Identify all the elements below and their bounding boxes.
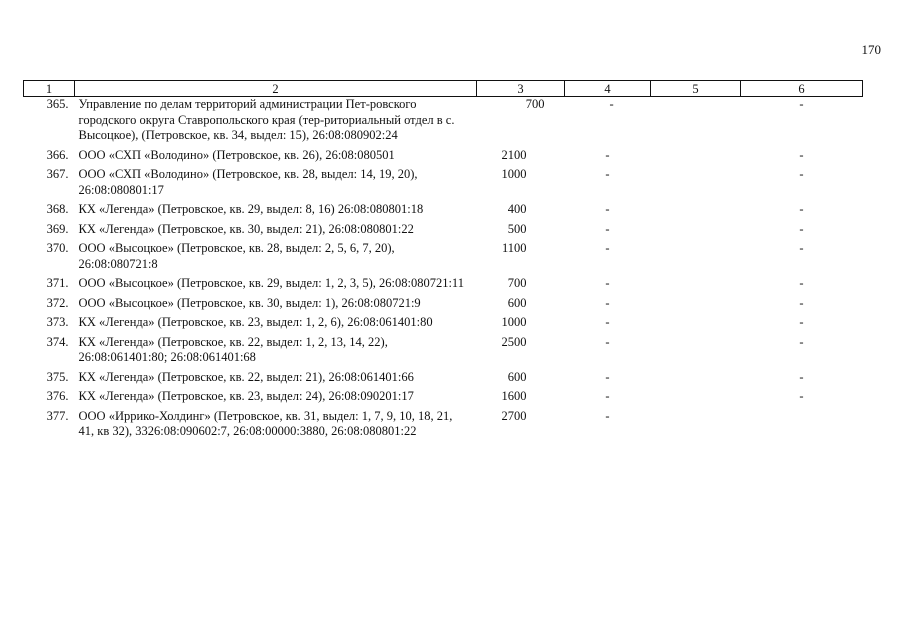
row-area: 500 xyxy=(507,221,527,236)
row-area: 600 xyxy=(507,369,527,384)
row-col6: - xyxy=(799,241,804,255)
table-row xyxy=(24,167,863,202)
row-col5 xyxy=(651,202,741,222)
row-area: 2100 xyxy=(501,147,527,162)
row-col6: - xyxy=(799,315,804,329)
row-col5 xyxy=(651,315,741,335)
table-row xyxy=(24,97,863,148)
column-header-5: 5 xyxy=(651,81,741,97)
row-number: 370. xyxy=(46,241,69,255)
row-col4: - xyxy=(605,408,610,423)
row-description: ООО «Высоцкое» (Петровское, кв. 29, выдел: 1, 2, 3, 5), 26:08:080721:11 xyxy=(78,276,464,290)
row-col5 xyxy=(651,389,741,409)
row-col5 xyxy=(651,370,741,390)
register-table xyxy=(23,80,863,444)
row-col5 xyxy=(651,409,741,444)
column-header-2: 2 xyxy=(75,81,477,97)
row-col4: - xyxy=(605,202,610,216)
row-number: 369. xyxy=(46,221,69,236)
row-area: 600 xyxy=(507,295,527,310)
row-number: 371. xyxy=(46,276,69,290)
row-col4: - xyxy=(605,295,610,310)
table-row xyxy=(24,296,863,316)
row-col4: - xyxy=(605,389,610,403)
row-col6: - xyxy=(799,276,804,290)
row-col4: - xyxy=(605,315,610,329)
row-description: КХ «Легенда» (Петровское, кв. 30, выдел: 21), 26:08:080801:22 xyxy=(78,221,414,236)
row-number: 366. xyxy=(46,147,69,162)
table-body xyxy=(24,97,863,444)
row-number: 377. xyxy=(46,408,69,423)
row-description: ООО «Иррико-Холдинг» (Петровское, кв. 31, выдел: 1, 7, 9, 10, 18, 21, 41, кв 32), 3326:08:090602:7, 26:08:00000:3880, 26:08:080801:22 xyxy=(78,408,453,438)
row-area: 1000 xyxy=(501,315,527,329)
page-number: 170 xyxy=(861,42,881,57)
table-row xyxy=(24,202,863,222)
row-number: 372. xyxy=(46,295,69,310)
row-number: 368. xyxy=(46,202,69,216)
row-col6: - xyxy=(799,389,804,403)
row-description: КХ «Легенда» (Петровское, кв. 22, выдел: 21), 26:08:061401:66 xyxy=(78,369,414,384)
row-col4: - xyxy=(605,369,610,384)
row-col4: - xyxy=(605,241,610,255)
row-area: 400 xyxy=(507,202,527,216)
row-col6: - xyxy=(799,334,804,349)
table-row xyxy=(24,335,863,370)
row-col4: - xyxy=(605,276,610,290)
row-description: ООО «СХП «Володино» (Петровское, кв. 28, выдел: 14, 19, 20), 26:08:080801:17 xyxy=(78,167,418,197)
row-col5 xyxy=(651,222,741,242)
row-area: 700 xyxy=(507,276,527,290)
row-number: 367. xyxy=(46,167,69,181)
row-col5 xyxy=(651,167,741,202)
row-description: КХ «Легенда» (Петровское, кв. 22, выдел: 1, 2, 13, 14, 22), 26:08:061401:80; 26:08:061401:68 xyxy=(78,334,388,364)
row-col5 xyxy=(651,335,741,370)
row-number: 374. xyxy=(46,334,69,349)
row-col5 xyxy=(651,241,741,276)
row-area: 700 xyxy=(525,97,545,111)
row-col6: - xyxy=(799,295,804,310)
header-row xyxy=(24,81,863,97)
row-description: ООО «Высоцкое» (Петровское, кв. 30, выдел: 1), 26:08:080721:9 xyxy=(78,295,421,310)
row-description: Управление по делам территорий администрации Пет-ровского городского округа Ставропольского края (тер-риториальный отдел в с. Высоцкое), (Петровское, кв. 34, выдел: 15), 26:08:080902:24 xyxy=(78,97,455,142)
row-description: ООО «СХП «Володино» (Петровское, кв. 26), 26:08:080501 xyxy=(78,147,395,162)
row-description: КХ «Легенда» (Петровское, кв. 23, выдел: 1, 2, 6), 26:08:061401:80 xyxy=(78,315,433,329)
row-col5 xyxy=(651,148,741,168)
row-description: КХ «Легенда» (Петровское, кв. 23, выдел: 24), 26:08:090201:17 xyxy=(78,389,414,403)
table-row xyxy=(24,370,863,390)
row-col4: - xyxy=(609,97,614,111)
row-col6: - xyxy=(799,202,804,216)
row-col6: - xyxy=(799,147,804,162)
row-col6 xyxy=(741,409,863,444)
row-col6: - xyxy=(799,369,804,384)
row-number: 373. xyxy=(46,315,69,329)
row-col5 xyxy=(651,97,741,148)
row-col4: - xyxy=(605,167,610,181)
row-col6: - xyxy=(799,97,804,111)
table-row xyxy=(24,315,863,335)
table-row xyxy=(24,148,863,168)
row-area: 1100 xyxy=(501,241,527,255)
row-number: 376. xyxy=(46,389,69,403)
column-header-4: 4 xyxy=(565,81,651,97)
row-col6: - xyxy=(799,167,804,181)
row-description: КХ «Легенда» (Петровское, кв. 29, выдел: 8, 16) 26:08:080801:18 xyxy=(78,202,424,216)
table-row xyxy=(24,222,863,242)
table-row xyxy=(24,241,863,276)
row-col5 xyxy=(651,296,741,316)
row-col6: - xyxy=(799,221,804,236)
row-col4: - xyxy=(605,221,610,236)
table-row xyxy=(24,409,863,444)
row-col4: - xyxy=(605,147,610,162)
row-col5 xyxy=(651,276,741,296)
table-row xyxy=(24,389,863,409)
row-area: 1000 xyxy=(501,167,527,181)
table-header xyxy=(24,81,863,97)
row-number: 365. xyxy=(46,97,69,111)
row-description: ООО «Высоцкое» (Петровское, кв. 28, выдел: 2, 5, 6, 7, 20), 26:08:080721:8 xyxy=(78,241,395,271)
table-row xyxy=(24,276,863,296)
row-col4: - xyxy=(605,334,610,349)
column-header-3: 3 xyxy=(477,81,565,97)
row-number: 375. xyxy=(46,369,69,384)
column-header-6: 6 xyxy=(741,81,863,97)
column-header-1: 1 xyxy=(24,81,75,97)
row-area: 2500 xyxy=(501,334,527,349)
row-area: 2700 xyxy=(501,408,527,423)
row-area: 1600 xyxy=(501,389,527,403)
